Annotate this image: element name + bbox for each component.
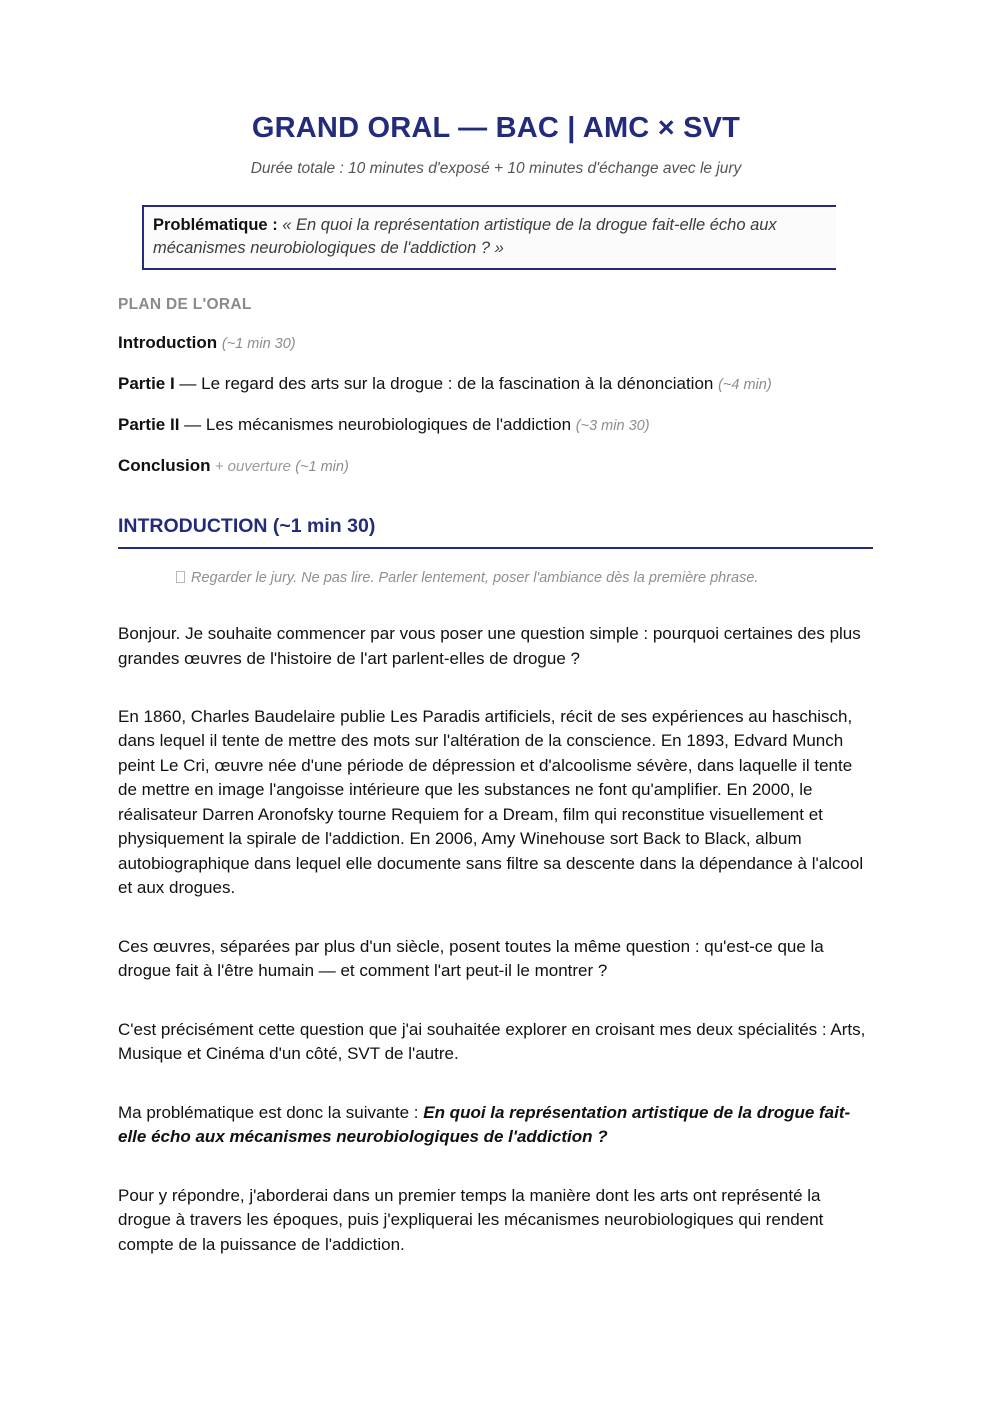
page-title: GRAND ORAL — BAC | AMC × SVT bbox=[251, 112, 741, 144]
plan-item-label: Partie II bbox=[118, 415, 180, 435]
plan-item-label: Partie I bbox=[118, 374, 175, 394]
plan-item-body: — Les mécanismes neurobiologiques de l'addiction bbox=[179, 415, 576, 435]
plan-item-partie-1 bbox=[118, 355, 874, 396]
intro-paragraph-1: Bonjour. Je souhaite commencer par vous poser une question simple : pourquoi certaines des plus grandes œuvres de l'histoire de l'art parlent-elles de drogue ? bbox=[118, 624, 861, 668]
problematique-restatement-prefix: Ma problématique est donc la suivante : bbox=[118, 1102, 424, 1122]
intro-paragraph-5 bbox=[118, 1067, 874, 1150]
plan-item-body: — Le regard des arts sur la drogue : de la fascination à la dénonciation bbox=[174, 374, 719, 394]
plan-item-introduction bbox=[118, 314, 874, 355]
plan-item-label: Introduction bbox=[118, 333, 218, 353]
section-heading-introduction: INTRODUCTION (~1 min 30) bbox=[118, 479, 873, 549]
intro-paragraph-2: En 1860, Charles Baudelaire publie Les Paradis artificiels, récit de ses expériences au haschisch, dans lequel il tente de mettre des mots sur l'altération de la conscience. En 1893, Edvard Munch peint Le Cri, œuvre née d'une période de dépression et d'alcoolisme sévère, dans laquelle il tente de mettre en image l'angoisse intérieure que les substances ne font qu'amplifier. En 2000, le réalisateur Darren Aronofsky tourne Requiem for a Dream, film qui reconstitue visuellement et physiquement la spirale de l'addiction. En 2006, Amy Winehouse sort Back to Black, album autobiographique dans lequel elle documente sans filtre sa descente dans la dépendance à l'alcool et aux drogues. bbox=[118, 707, 864, 898]
intro-paragraph-3: Ces œuvres, séparées par plus d'un siècle, posent toutes la même question : qu'est-ce que la drogue fait à l'être humain — et comment l'art peut-il le montrer ? bbox=[118, 936, 824, 981]
plan-item-duration: (~1 min 30) bbox=[221, 336, 296, 353]
plan-item-duration: (~3 min 30) bbox=[575, 418, 650, 435]
plan-item-duration: (~1 min) bbox=[295, 459, 349, 476]
problematique-label: Problématique : bbox=[153, 216, 278, 235]
problematique-restatement-emphasis: En quoi la représentation artistique de la drogue fait-elle écho aux mécanismes neurobiologiques de l'addiction ? bbox=[118, 1102, 851, 1147]
intro-paragraph-4: C'est précisément cette question que j'ai souhaitée explorer en croisant mes deux spécialités : Arts, Musique et Cinéma d'un côté, SVT de l'autre. bbox=[118, 1019, 866, 1064]
problematique-quote: « En quoi la représentation artistique de la drogue fait-elle écho aux mécanismes neurobiologiques de l'addiction ? » bbox=[153, 216, 777, 258]
duration-subtitle: Durée totale : 10 minutes d'exposé + 10 minutes d'échange avec le jury bbox=[250, 160, 742, 178]
plan-heading: PLAN DE L'ORAL bbox=[118, 296, 252, 314]
plan-item-label: Conclusion bbox=[118, 456, 211, 476]
document-content bbox=[118, 0, 874, 1257]
plan-item-body: + ouverture bbox=[210, 458, 296, 476]
missing-glyph-icon bbox=[176, 571, 185, 583]
plan-item-partie-2 bbox=[118, 396, 874, 437]
plan-item-duration: (~4 min) bbox=[718, 377, 772, 394]
plan-item-conclusion bbox=[118, 437, 874, 478]
stage-direction-note bbox=[118, 549, 874, 589]
problematique-box bbox=[142, 205, 836, 270]
stage-direction-text: Regarder le jury. Ne pas lire. Parler lentement, poser l'ambiance dès la première phrase. bbox=[191, 569, 759, 586]
intro-paragraph-6: Pour y répondre, j'aborderai dans un premier temps la manière dont les arts ont représenté la drogue à travers les époques, puis j'expliquerai les mécanismes neurobiologiques qui rendent compte de la puissance de l'addiction. bbox=[118, 1185, 824, 1254]
